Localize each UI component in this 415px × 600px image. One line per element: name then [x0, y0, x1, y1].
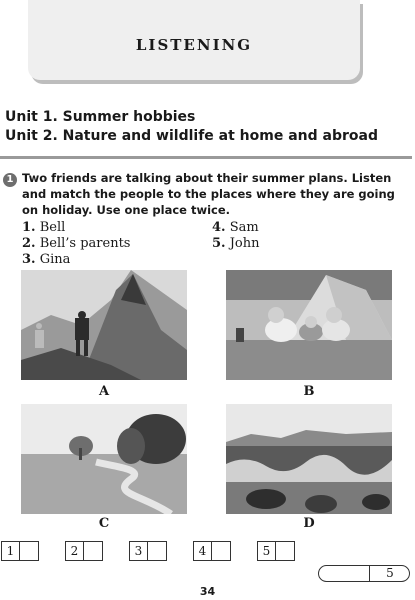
section-title: LISTENING	[135, 36, 253, 54]
option-3: 3. Gina	[22, 252, 71, 267]
score-box	[318, 565, 410, 582]
unit-1-title: Unit 1. Summer hobbies	[5, 109, 196, 125]
answer-pair-2	[65, 541, 103, 561]
photo-label-d: D	[303, 516, 315, 531]
answer-input[interactable]	[20, 541, 39, 561]
section-header	[28, 0, 360, 80]
answer-input[interactable]	[276, 541, 295, 561]
score-divider	[369, 566, 370, 581]
mountain-hikers-photo	[21, 270, 187, 380]
answer-pair-5	[257, 541, 295, 561]
countryside-road-photo	[21, 404, 187, 514]
photo-label-b: B	[303, 384, 315, 399]
seaside-waves-photo	[226, 404, 392, 514]
photo-label-a: A	[98, 384, 110, 399]
answer-input[interactable]	[84, 541, 103, 561]
answer-input[interactable]	[212, 541, 231, 561]
unit-2-title: Unit 2. Nature and wildlife at home and abroad	[5, 128, 378, 144]
answer-input[interactable]	[148, 541, 167, 561]
answer-pair-4	[193, 541, 231, 561]
score-max: 5	[386, 566, 394, 580]
answer-number: 3	[129, 541, 148, 561]
option-1: 1. Bell	[22, 220, 66, 235]
camping-tent-photo	[226, 270, 392, 380]
answer-number: 4	[193, 541, 212, 561]
page-number: 34	[199, 585, 216, 598]
answer-pair-1	[1, 541, 39, 561]
option-4: 4. Sam	[212, 220, 259, 235]
answer-number: 5	[257, 541, 276, 561]
answer-pair-3	[129, 541, 167, 561]
task-instruction: Two friends are talking about their summer plans. Listen and match the people to the places where they are going on holiday. Use one place twice.	[22, 171, 395, 217]
divider	[0, 156, 412, 159]
answer-number: 2	[65, 541, 84, 561]
task-number-badge: 1	[3, 173, 17, 187]
option-2: 2. Bell’s parents	[22, 236, 131, 251]
photo-label-c: C	[98, 516, 110, 531]
answer-number: 1	[1, 541, 20, 561]
option-5: 5. John	[212, 236, 260, 251]
